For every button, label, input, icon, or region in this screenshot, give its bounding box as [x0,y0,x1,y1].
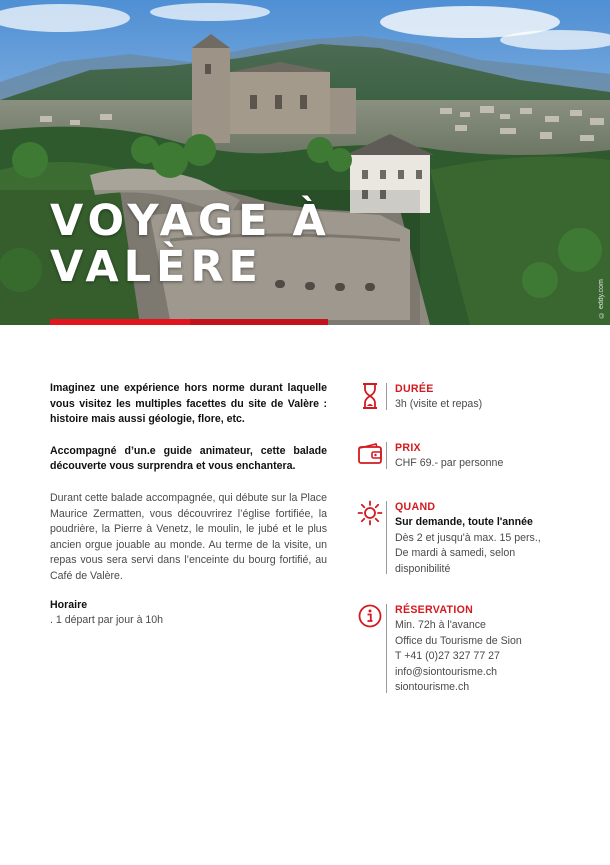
reservation-phone[interactable]: T +41 (0)27 327 77 27 [395,650,500,663]
quand-availability-note: disponibilité [395,562,451,575]
wallet-icon [357,441,383,467]
intro-paragraph: Imaginez une expérience hors norme durant laquelle vous visitez les multiples facettes du site de Valère : histoire mais aussi géologie, flore, etc. [50,382,327,426]
duree-heading: DURÉE [395,383,434,395]
photo-credit: © eddy.com [598,279,605,318]
hourglass-icon [357,382,383,408]
reservation-notice: Min. 72h à l'avance [395,619,486,632]
prix-heading: PRIX [395,442,421,454]
divider-rule [386,501,387,574]
info-icon [357,603,383,629]
reservation-office: Office du Tourisme de Sion [395,634,522,647]
horaire-value: . 1 départ par jour à 10h [50,614,164,627]
info-prix [357,441,577,471]
title-line-1: VOYAGE À [50,196,331,246]
divider-rule [386,383,387,410]
quand-availability: Sur demande, toute l'année [395,516,533,529]
quand-heading: QUAND [395,501,436,513]
duree-value: 3h (visite et repas) [395,398,483,411]
info-reservation [357,603,577,695]
accent-bar-right [190,319,328,325]
reservation-website-link[interactable]: siontourisme.ch [395,681,470,694]
accent-bar-left [50,319,190,325]
accent-bar [50,319,328,325]
info-duree [357,382,577,412]
sun-icon [357,500,383,526]
quand-days: De mardi à samedi, selon [395,547,516,560]
horaire-heading: Horaire [50,598,88,611]
title-line-2: VALÈRE [50,242,263,292]
divider-rule [386,604,387,693]
prix-value: CHF 69.- par personne [395,457,504,470]
reservation-email-link[interactable]: info@siontourisme.ch [395,665,498,678]
reservation-heading: RÉSERVATION [395,604,474,616]
lead-paragraph: Accompagné d’un.e guide animateur, cette balade découverte vous surprendra et vous enchantera. [50,444,327,473]
quand-group-size: Dès 2 et jusqu'à max. 15 pers., [395,531,541,544]
info-quand [357,500,577,576]
page-title [50,198,331,290]
body-paragraph: Durant cette balade accompagnée, qui débute sur la Place Maurice Zermatten, vous découvrirez l’église fortifiée, la poudrière, la Pierre à Venetz, le moulin, le jubé et le plus ancien orgue jouable au monde. Au terme de la visite, un repas vous sera servi dans l’enceinte du bourg fortifié, au Café de Valère. [50,491,327,582]
description-column [50,381,327,629]
divider-rule [386,442,387,469]
hero-photo [0,0,610,325]
